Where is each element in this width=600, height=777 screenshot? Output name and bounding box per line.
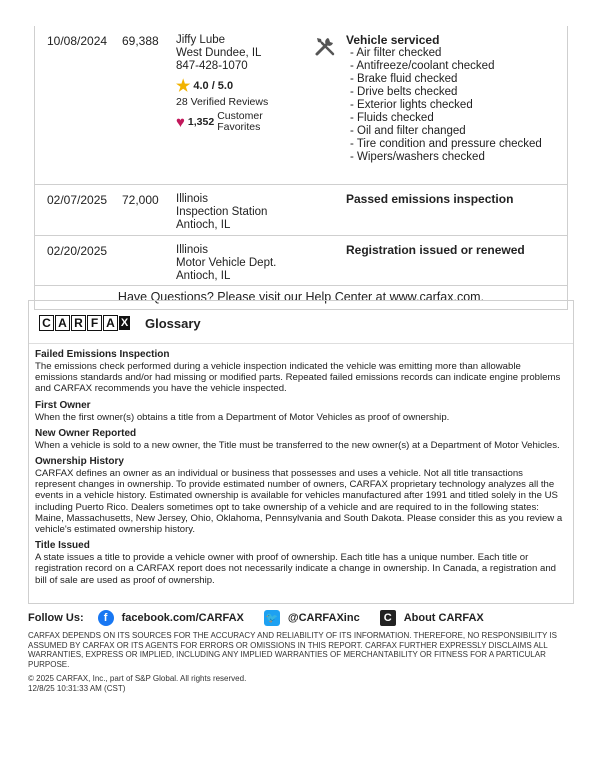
history-row xyxy=(35,26,567,185)
twitter-link[interactable]: 🐦 @CARFAXinc xyxy=(265,612,360,624)
comment-title: Registration issued or renewed xyxy=(346,243,525,257)
record-source: Illinois Inspection Station Antioch, IL xyxy=(176,193,268,231)
record-date: 02/07/2025 xyxy=(47,193,108,207)
help-center-link[interactable]: Have Questions? Please visit our Help Center at www.carfax.com. xyxy=(117,290,485,304)
follow-us-label: Follow Us: xyxy=(28,612,84,624)
facebook-icon: f xyxy=(98,610,114,626)
verified-reviews-link[interactable]: 28 Verified Reviews xyxy=(176,96,269,108)
glossary-term xyxy=(35,400,565,423)
service-item: - Air filter checked xyxy=(350,47,442,59)
record-date: 10/08/2024 xyxy=(47,34,108,48)
record-date: 02/20/2025 xyxy=(47,244,108,258)
odometer-reading: 69,388 xyxy=(122,34,159,48)
term-title: Title Issued xyxy=(35,540,90,552)
copyright-text: © 2025 CARFAX, Inc., part of S&P Global. All rights reserved. xyxy=(28,674,247,683)
customer-favorites xyxy=(176,111,268,133)
glossary-term xyxy=(35,349,565,395)
record-comments xyxy=(346,193,513,206)
term-title: Ownership History xyxy=(35,456,124,468)
comment-title: Passed emissions inspection xyxy=(346,192,514,206)
record-source xyxy=(176,34,268,133)
term-definition: The emissions check performed during a vehicle inspection indicated the vehicle was emitting more than allowable emissions standards and/or had missing or modified parts. Repeated failed emissions records can indicate engine problems and CARFAX recommends you have the vehicle inspected. xyxy=(35,361,561,395)
about-carfax-link[interactable]: C About CARFAX xyxy=(380,610,484,626)
source-phone[interactable]: 847-428-1070 xyxy=(176,60,248,72)
source-name-link[interactable]: Jiffy Lube xyxy=(176,34,226,46)
glossary-terms xyxy=(35,349,565,591)
copyright-block xyxy=(28,674,246,694)
history-row xyxy=(35,236,567,286)
service-item: - Wipers/washers checked xyxy=(350,151,485,163)
vehicle-history-table xyxy=(34,26,568,310)
legal-disclaimer: CARFAX DEPENDS ON ITS SOURCES FOR THE ACCURACY AND RELIABILITY OF ITS INFORMATION. THEREFORE, NO RESPONSIBILITY IS ASSUMED BY CARFAX OR ITS AGENTS FOR ERRORS OR OMISSIONS IN THIS REPORT. CARFAX FURTHER EXPRESSLY DISCLAIMS ALL WARRANTIES, EXPRESS OR IMPLIED, INCLUDING ANY IMPLIED WARRANTIES OF MERCHANTABILITY OR FITNESS FOR A PARTICULAR PURPOSE. xyxy=(28,631,557,669)
term-definition: When the first owner(s) obtains a title from a Department of Motor Vehicles as proof of ownership. xyxy=(35,411,450,423)
history-row xyxy=(35,185,567,236)
favorites-label: Customer Favorites xyxy=(217,110,263,133)
report-timestamp: 12/8/25 10:31:33 AM (CST) xyxy=(28,684,126,693)
service-item: - Antifreeze/coolant checked xyxy=(350,60,495,72)
service-item: - Oil and filter changed xyxy=(350,125,466,137)
record-comments xyxy=(346,34,542,164)
record-comments xyxy=(346,244,525,257)
glossary-section xyxy=(28,300,574,604)
glossary-term xyxy=(35,540,565,586)
glossary-title: Glossary xyxy=(145,315,201,331)
service-item: - Tire condition and pressure checked xyxy=(350,138,542,150)
twitter-icon: 🐦 xyxy=(264,610,280,626)
carfax-icon: C xyxy=(380,610,396,626)
term-definition: When a vehicle is sold to a new owner, the Title must be transferred to the new owner(s) at a Department of Motor Vehicles. xyxy=(35,439,560,451)
service-item: - Fluids checked xyxy=(350,112,434,124)
carfax-logo: C A R F A X xyxy=(39,315,131,331)
record-source: Illinois Motor Vehicle Dept. Antioch, IL xyxy=(176,244,277,282)
source-location: West Dundee, IL xyxy=(176,47,262,59)
term-definition: A state issues a title to provide a vehicle owner with proof of ownership. Each title has a unique number. Each title or registration record on a CARFAX report does not necessarily indicate a change in ownership. In Canada, a registration and bill of sale are used as proof of ownership. xyxy=(35,552,557,586)
glossary-header xyxy=(39,315,201,331)
term-title: New Owner Reported xyxy=(35,427,137,439)
term-title: First Owner xyxy=(35,399,91,411)
favorites-count: 1,352 xyxy=(187,115,215,128)
rating-value: 4.0 / 5.0 xyxy=(193,80,234,92)
facebook-link[interactable]: f facebook.com/CARFAX xyxy=(98,610,244,626)
source-rating xyxy=(176,80,268,93)
glossary-term xyxy=(35,456,565,535)
service-item: - Brake fluid checked xyxy=(350,73,458,85)
glossary-term xyxy=(35,428,565,451)
service-item: - Exterior lights checked xyxy=(350,99,473,111)
service-tools-icon xyxy=(313,34,337,58)
term-definition: CARFAX defines an owner as an individual or business that possesses and uses a vehicle. Not all title transactions represent changes in ownership. To provide estimated number of owners, CARFAX proprietary technology analyzes all the events in a vehicle history. Estimated ownership is available for vehicles manufactured after 1991 and titled solely in the US including Puerto Rico. Dealers sometimes opt to take ownership of a vehicle and are required to in the following states: Maine, Massachusetts, New Jersey, Ohio, Oklahoma, Pennsylvania and South Dakota. Please consider this as you review a vehicle's estimated ownership history. xyxy=(35,468,563,536)
odometer-reading: 72,000 xyxy=(122,193,159,207)
comment-title: Vehicle serviced xyxy=(346,33,440,47)
heart-icon: ♥ xyxy=(176,113,185,131)
follow-us-bar xyxy=(28,610,504,626)
term-title: Failed Emissions Inspection xyxy=(35,349,170,360)
star-icon: ★ xyxy=(176,78,191,95)
divider xyxy=(29,343,573,344)
service-item: - Drive belts checked xyxy=(350,86,458,98)
